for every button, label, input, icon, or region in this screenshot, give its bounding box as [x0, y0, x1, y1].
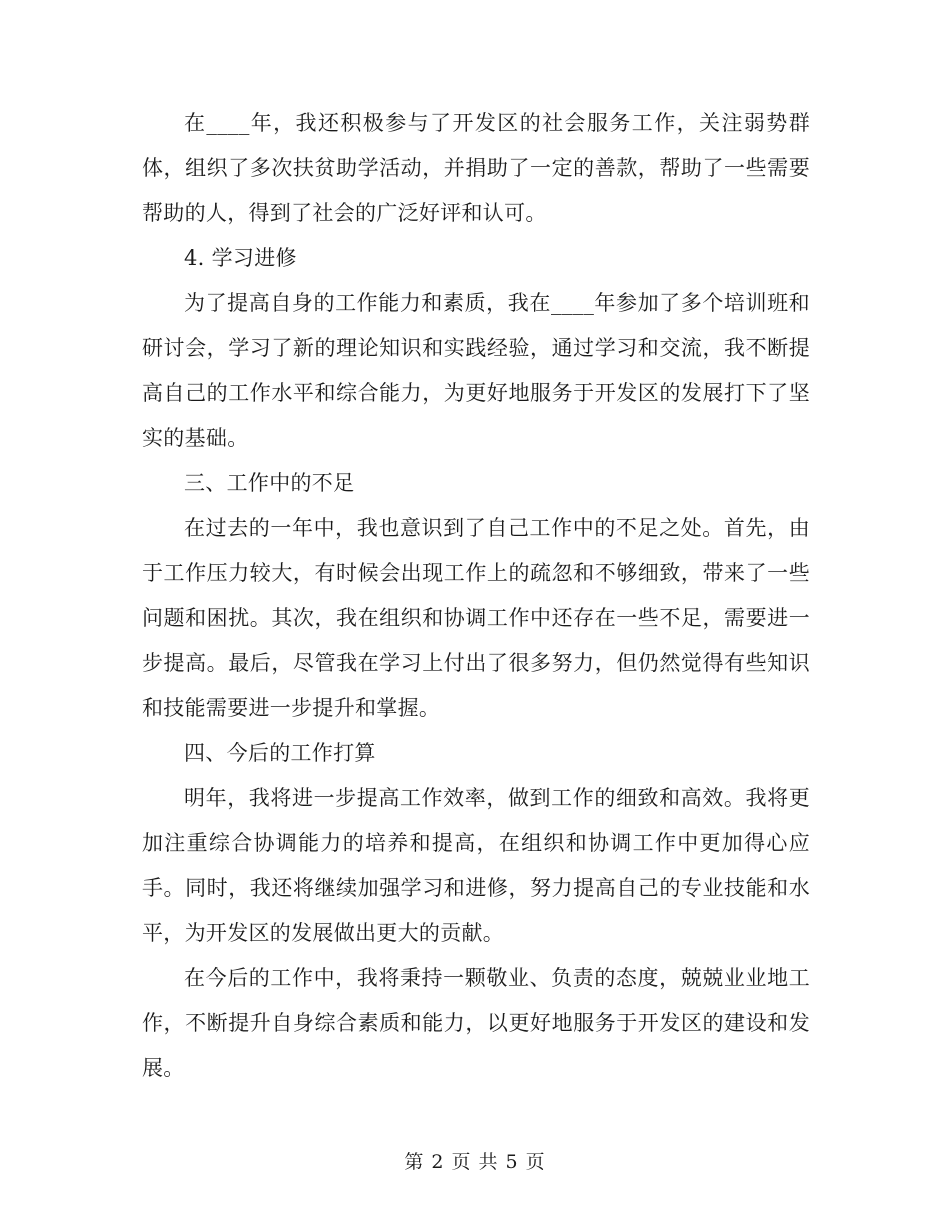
section-heading-study: 4. 学习进修 — [184, 246, 297, 270]
paragraph-study: 为了提高自身的工作能力和素质，我在____年参加了多个培训班和研讨会，学习了新的理论知识和实践经验，通过学习和交流，我不断提高自己的工作水平和综合能力，为更好地服务于开发区的发展打下了坚实的基础。 — [142, 291, 810, 450]
page-number-footer: 第 2 页 共 5 页 — [404, 1151, 546, 1173]
paragraph-closing: 在今后的工作中，我将秉持一颗敬业、负责的态度，兢兢业业地工作，不断提升自身综合素质和能力，以更好地服务于开发区的建设和发展。 — [142, 966, 810, 1080]
paragraph-shortcomings: 在过去的一年中，我也意识到了自己工作中的不足之处。首先，由于工作压力较大，有时候会出现工作上的疏忽和不够细致，带来了一些问题和困扰。其次，我在组织和协调工作中还存在一些不足，需要进一步提高。最后，尽管我在学习上付出了很多努力，但仍然觉得有些知识和技能需要进一步提升和掌握。 — [142, 516, 810, 720]
section-heading-shortcomings: 三、工作中的不足 — [184, 471, 355, 495]
paragraph-future-plans: 明年，我将进一步提高工作效率，做到工作的细致和高效。我将更加注重综合协调能力的培养和提高，在组织和协调工作中更加得心应手。同时，我还将继续加强学习和进修，努力提高自己的专业技能和水平，为开发区的发展做出更大的贡献。 — [142, 786, 810, 945]
section-heading-future-plans: 四、今后的工作打算 — [184, 741, 376, 765]
document-body — [142, 101, 810, 1091]
paragraph-social-service: 在____年，我还积极参与了开发区的社会服务工作，关注弱势群体，组织了多次扶贫助学活动，并捐助了一定的善款，帮助了一些需要帮助的人，得到了社会的广泛好评和认可。 — [142, 111, 810, 225]
